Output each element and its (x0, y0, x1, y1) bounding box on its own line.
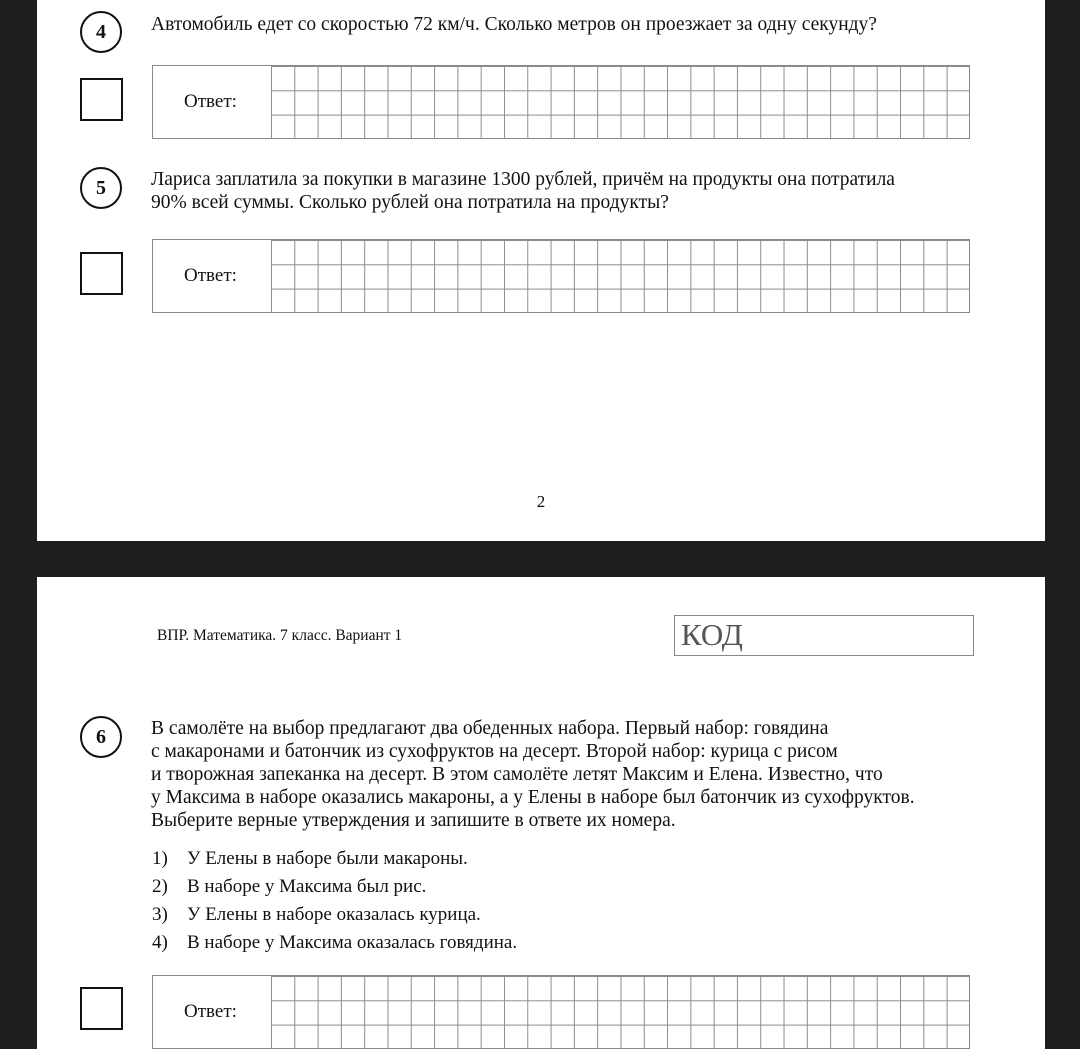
question-6-text-line-4: у Максима в наборе оказались макароны, а у Елены в наборе был батончик из сухофруктов. (151, 787, 915, 808)
page-header: ВПР. Математика. 7 класс. Вариант 1 (157, 627, 403, 644)
code-box[interactable] (674, 615, 974, 656)
question-4-answer-box[interactable] (152, 65, 970, 139)
question-5-text (151, 168, 969, 214)
option-3-text: У Елены в наборе оказалась курица. (187, 904, 481, 925)
option-2 (152, 875, 426, 898)
option-1-text: У Елены в наборе были макароны. (187, 848, 468, 869)
question-6-text (151, 717, 969, 832)
question-4-number-text: 4 (96, 20, 106, 43)
question-6-answer-box[interactable] (152, 975, 970, 1049)
question-5-number (80, 167, 122, 209)
question-4-checkbox[interactable] (80, 78, 123, 121)
question-5-text-line-2: 90% всей суммы. Сколько рублей она потратила на продукты? (151, 192, 669, 213)
option-2-number: 2) (152, 876, 168, 897)
question-5-checkbox[interactable] (80, 252, 123, 295)
option-2-text: В наборе у Максима был рис. (187, 876, 427, 897)
option-4-number: 4) (152, 932, 168, 953)
question-6-number-text: 6 (96, 725, 106, 748)
code-label: КОД (681, 617, 743, 652)
question-4-number (80, 11, 122, 53)
option-3 (152, 903, 481, 926)
question-6-answer-label: Ответ: (184, 1001, 237, 1022)
option-4-text: В наборе у Максима оказалась говядина. (187, 932, 518, 953)
option-3-number: 3) (152, 904, 168, 925)
question-4-answer-grid[interactable] (271, 66, 969, 138)
option-1-number: 1) (152, 848, 168, 869)
question-5-answer-grid[interactable] (271, 240, 969, 312)
question-4-answer-label: Ответ: (184, 91, 237, 112)
question-6-number (80, 716, 122, 758)
option-1 (152, 847, 468, 870)
question-5-text-line-1: Лариса заплатила за покупки в магазине 1300 рублей, причём на продукты она потратила (151, 169, 895, 190)
question-6-text-line-3: и творожная запеканка на десерт. В этом самолёте летят Максим и Елена. Известно, что (151, 764, 883, 785)
question-4-text: Автомобиль едет со скоростью 72 км/ч. Сколько метров он проезжает за одну секунду? (151, 14, 877, 35)
question-6-answer-grid[interactable] (271, 976, 969, 1048)
exam-page-2 (37, 0, 1045, 541)
option-4 (152, 931, 517, 954)
question-5-answer-box[interactable] (152, 239, 970, 313)
exam-page-3 (37, 577, 1045, 1049)
question-6-text-line-5: Выберите верные утверждения и запишите в ответе их номера. (151, 810, 676, 831)
question-6-text-line-2: с макаронами и батончик из сухофруктов на десерт. Второй набор: курица с рисом (151, 741, 838, 762)
question-6-text-line-1: В самолёте на выбор предлагают два обеденных набора. Первый набор: говядина (151, 718, 829, 739)
question-6-checkbox[interactable] (80, 987, 123, 1030)
page-number: 2 (536, 492, 546, 511)
question-5-number-text: 5 (96, 176, 106, 199)
question-5-answer-label: Ответ: (184, 265, 237, 286)
